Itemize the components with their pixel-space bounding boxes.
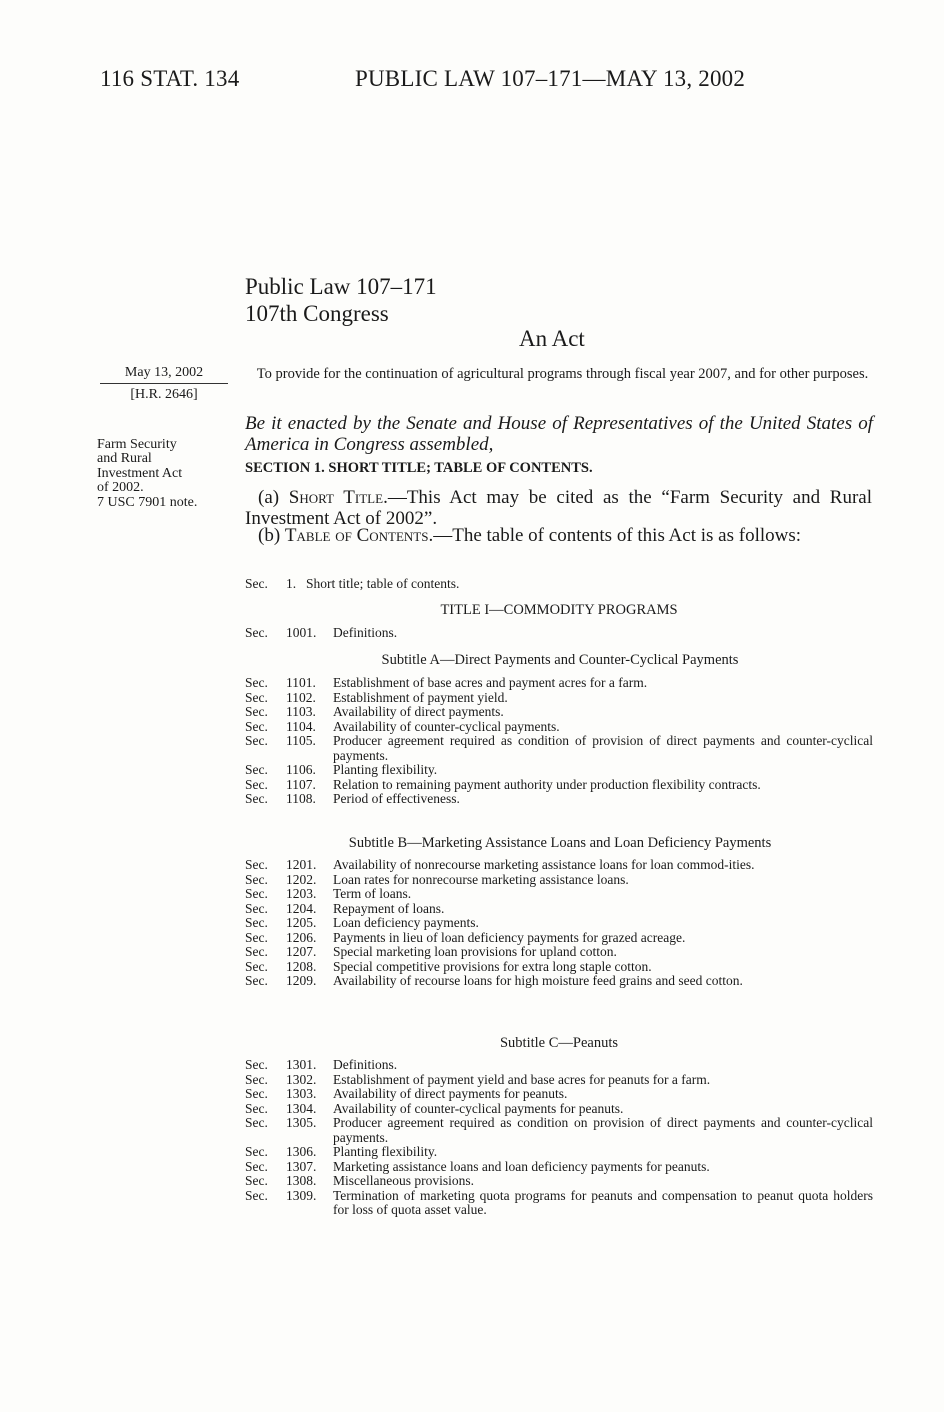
- toc-entry: [245, 873, 873, 888]
- toc-number: 1202.: [286, 871, 317, 887]
- toc-list-subtitle-c: [245, 1058, 873, 1218]
- toc-entry: [245, 931, 873, 946]
- toc-title: Special competitive provisions for extra long staple cotton.: [333, 958, 652, 974]
- public-law-number: Public Law 107–171: [245, 274, 437, 299]
- toc-number: 1307.: [286, 1158, 317, 1174]
- toc-sec-label: Sec.: [245, 1057, 268, 1072]
- toc-title: Term of loans.: [333, 886, 412, 901]
- toc-title: Short title; table of contents.: [306, 576, 460, 591]
- toc-title: Marketing assistance loans and loan deficiency payments for peanuts.: [333, 1158, 710, 1174]
- toc-entry: [245, 626, 873, 641]
- para-text: .—This Act may be cited as the “Farm Security and Rural Investment Act of 2002”.: [245, 487, 872, 529]
- toc-number: 1105.: [286, 733, 316, 748]
- enacting-clause: Be it enacted by the Senate and House of Representatives of the United States of America in Congress assembled,: [245, 413, 873, 455]
- para-label: (b): [258, 525, 285, 546]
- toc-entry: [245, 1073, 873, 1088]
- margin-note-line: Investment Act: [97, 465, 183, 481]
- toc-sec-label: Sec.: [245, 718, 268, 734]
- toc-sec-label: Sec.: [245, 675, 268, 690]
- toc-number: 1.: [286, 576, 297, 591]
- toc-title: Availability of counter-cyclical payments.: [333, 718, 560, 734]
- toc-title: Establishment of payment yield and base acres for peanuts for a farm.: [333, 1071, 711, 1087]
- toc-sec-label: Sec.: [245, 1187, 268, 1203]
- toc-sec-label: Sec.: [245, 625, 268, 640]
- toc-entry: [245, 858, 873, 873]
- section-heading: SECTION 1. SHORT TITLE; TABLE OF CONTENTS.: [245, 460, 593, 476]
- toc-title: Special marketing loan provisions for upland cotton.: [333, 944, 617, 959]
- toc-number: 1208.: [286, 958, 317, 974]
- toc-title: Establishment of base acres and payment acres for a farm.: [333, 675, 648, 690]
- toc-entry: [245, 734, 873, 763]
- toc-entry: [245, 720, 873, 735]
- toc-number: 1101.: [286, 675, 316, 690]
- toc-number: 1107.: [286, 776, 316, 792]
- toc-number: 1207.: [286, 944, 317, 959]
- toc-sec-label: Sec.: [245, 886, 268, 901]
- toc-number: 1001.: [286, 625, 317, 640]
- toc-sec-label: Sec.: [245, 776, 268, 792]
- toc-title: Producer agreement required as condition of provision of direct payments and counter-cyclical payments.: [333, 733, 873, 763]
- toc-number: 1204.: [286, 900, 317, 916]
- toc-number: 1308.: [286, 1173, 317, 1188]
- toc-sec-label: Sec.: [245, 857, 268, 872]
- toc-title: Loan deficiency payments.: [333, 915, 479, 930]
- toc-title: Payments in lieu of loan deficiency payments for grazed acreage.: [333, 929, 686, 945]
- toc-title: Producer agreement required as condition on provision of direct payments and counter-cyclical payments.: [333, 1115, 873, 1145]
- para-text: .—The table of contents of this Act is as follows:: [428, 525, 802, 546]
- toc-number: 1206.: [286, 929, 317, 945]
- toc-entry: [245, 1189, 873, 1218]
- toc-number: 1103.: [286, 704, 316, 719]
- margin-note-line: 7 USC 7901 note.: [97, 494, 198, 510]
- toc-sec-label: Sec.: [245, 929, 268, 945]
- paragraph-short-title: [245, 487, 872, 529]
- toc-title: Planting flexibility.: [333, 1144, 438, 1159]
- toc-title: Repayment of loans.: [333, 900, 445, 916]
- para-caption: Short Title: [288, 487, 384, 508]
- subtitle-c-heading: Subtitle C—Peanuts: [499, 1035, 619, 1051]
- margin-date: May 13, 2002: [100, 366, 228, 384]
- toc-entry: [245, 1087, 873, 1102]
- title-heading: TITLE I—COMMODITY PROGRAMS: [440, 602, 678, 618]
- toc-entry: [245, 916, 873, 931]
- toc-title: Availability of recourse loans for high moisture feed grains and seed cotton.: [333, 973, 743, 988]
- toc-sec-label: Sec.: [245, 733, 268, 748]
- toc-entry: [245, 1116, 873, 1145]
- toc-list-subtitle-b: [245, 858, 873, 989]
- toc-number: 1108.: [286, 791, 316, 806]
- toc-entry: [245, 974, 873, 989]
- toc-entry: [245, 960, 873, 975]
- toc-title: Period of effectiveness.: [333, 791, 460, 806]
- toc-entry: [245, 1145, 873, 1160]
- toc-entry: [245, 1058, 873, 1073]
- toc-sec-label: Sec.: [245, 689, 268, 705]
- toc-number: 1301.: [286, 1057, 317, 1072]
- toc-entry: [245, 778, 873, 793]
- toc-number: 1104.: [286, 718, 316, 734]
- toc-entry: [245, 691, 873, 706]
- toc-sec-label: Sec.: [245, 1071, 268, 1087]
- toc-entry: [245, 676, 873, 691]
- toc-entry: [245, 792, 873, 807]
- toc-number: 1305.: [286, 1115, 317, 1130]
- toc-sec-label: Sec.: [245, 871, 268, 887]
- toc-number: 1102.: [286, 689, 316, 705]
- toc-title: Relation to remaining payment authority under production flexibility contracts.: [333, 776, 761, 792]
- toc-number: 1106.: [286, 762, 316, 777]
- margin-short-title-note: [97, 438, 217, 510]
- toc-sec-label: Sec.: [245, 1086, 268, 1101]
- running-head-law-date: PUBLIC LAW 107–171—MAY 13, 2002: [355, 66, 746, 91]
- toc-number: 1302.: [286, 1071, 317, 1087]
- toc-sec-label: Sec.: [245, 791, 268, 806]
- toc-entry: [245, 945, 873, 960]
- toc-number: 1306.: [286, 1144, 317, 1159]
- congress-label: 107th Congress: [245, 301, 389, 326]
- toc-sec-label: Sec.: [245, 973, 268, 988]
- toc-title: Availability of nonrecourse marketing assistance loans for loan commod-ities.: [333, 857, 755, 872]
- toc-sec-label: Sec.: [245, 576, 268, 591]
- stat-citation: 116 STAT. 134: [100, 66, 240, 91]
- toc-number: 1209.: [286, 973, 317, 988]
- toc-title: Termination of marketing quota programs for peanuts and compensation to peanut quota holders for loss of quota asset value.: [333, 1187, 873, 1217]
- toc-title: Loan rates for nonrecourse marketing assistance loans.: [333, 871, 629, 887]
- toc-sec-label: Sec.: [245, 1115, 268, 1130]
- toc-title: Planting flexibility.: [333, 762, 438, 777]
- toc-number: 1304.: [286, 1100, 317, 1116]
- toc-sec-label: Sec.: [245, 915, 268, 930]
- toc-entry: [245, 1174, 873, 1189]
- toc-sec-label: Sec.: [245, 958, 268, 974]
- margin-bill-number: [H.R. 2646]: [130, 387, 198, 402]
- para-label: (a): [258, 487, 289, 508]
- toc-number: 1201.: [286, 857, 317, 872]
- toc-title: Availability of counter-cyclical payments for peanuts.: [333, 1100, 624, 1116]
- toc-entry: [245, 1102, 873, 1117]
- toc-sec-label: Sec.: [245, 1173, 268, 1188]
- toc-number: 1309.: [286, 1187, 317, 1203]
- subtitle-a-heading: Subtitle A—Direct Payments and Counter-Cyclical Payments: [381, 652, 739, 668]
- toc-entry: [245, 887, 873, 902]
- toc-title: Miscellaneous provisions.: [333, 1173, 474, 1188]
- toc-list-subtitle-a: [245, 676, 873, 807]
- para-caption: Table of Contents: [284, 525, 429, 546]
- toc-sec-label: Sec.: [245, 900, 268, 916]
- subtitle-b-heading: Subtitle B—Marketing Assistance Loans and Loan Deficiency Payments: [348, 835, 772, 851]
- paragraph-table-of-contents: [245, 525, 872, 546]
- toc-entry: [245, 577, 873, 592]
- toc-sec-label: Sec.: [245, 944, 268, 959]
- toc-entry: [245, 763, 873, 778]
- toc-sec-label: Sec.: [245, 1158, 268, 1174]
- toc-title: Availability of direct payments.: [333, 704, 504, 719]
- purpose-statement: To provide for the continuation of agricultural programs through fiscal year 2007, and for other purposes.: [256, 366, 869, 382]
- toc-title: Availability of direct payments for peanuts.: [333, 1086, 568, 1101]
- toc-entry: [245, 902, 873, 917]
- margin-note-line: and Rural: [97, 451, 152, 467]
- toc-sec-label: Sec.: [245, 1144, 268, 1159]
- an-act-heading: An Act: [519, 326, 585, 351]
- toc-sec-label: Sec.: [245, 762, 268, 777]
- margin-note-line: Farm Security: [97, 437, 177, 452]
- toc-title: Definitions.: [333, 625, 398, 640]
- toc-title: Establishment of payment yield.: [333, 689, 508, 705]
- toc-sec-label: Sec.: [245, 1100, 268, 1116]
- toc-sec-label: Sec.: [245, 704, 268, 719]
- toc-number: 1303.: [286, 1086, 317, 1101]
- margin-note-line: of 2002.: [97, 480, 144, 496]
- toc-title: Definitions.: [333, 1057, 398, 1072]
- toc-entry: [245, 1160, 873, 1175]
- toc-entry: [245, 705, 873, 720]
- toc-number: 1205.: [286, 915, 317, 930]
- toc-number: 1203.: [286, 886, 317, 901]
